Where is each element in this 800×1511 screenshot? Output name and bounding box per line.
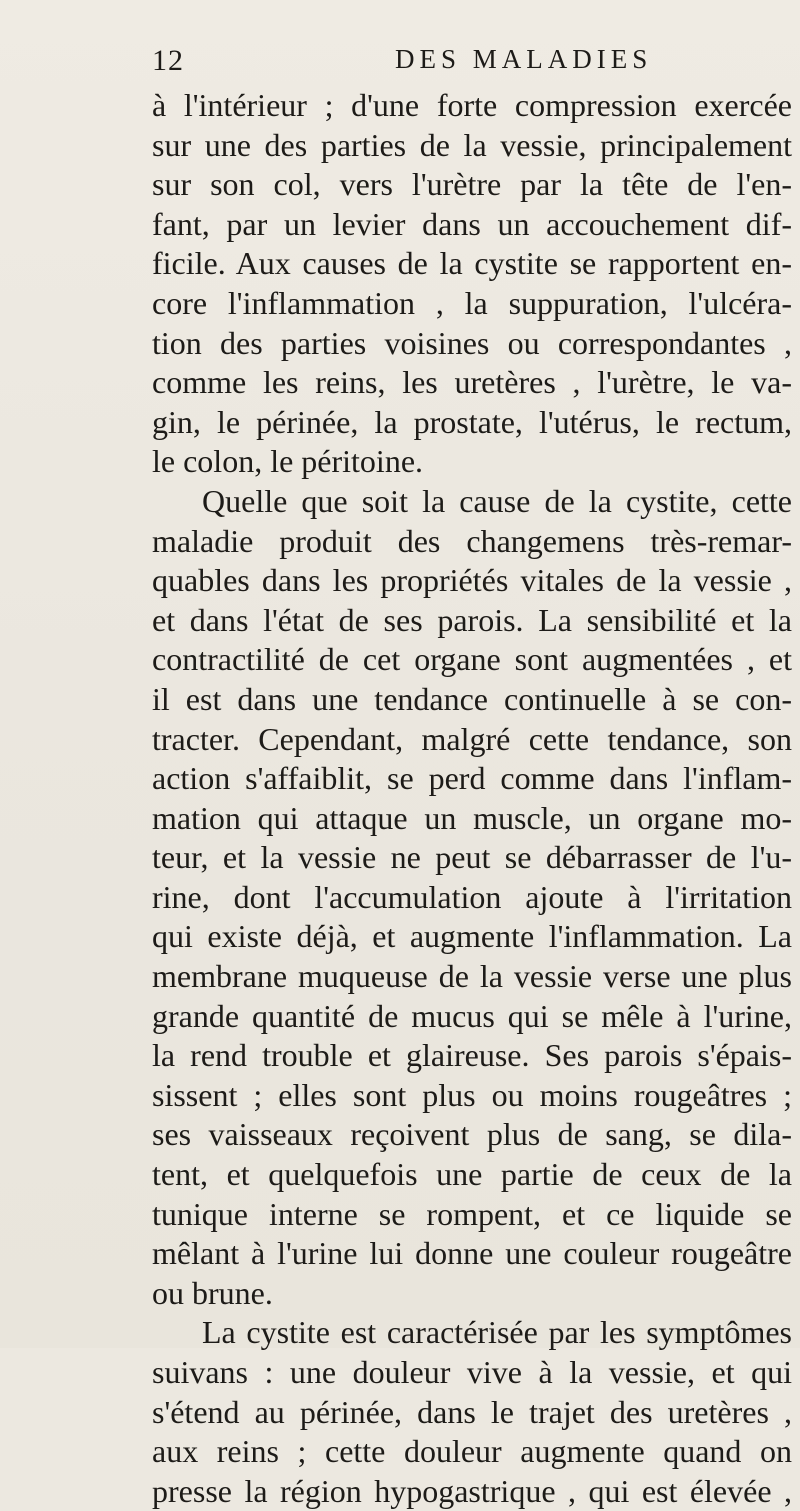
- text-line: ses vaisseaux reçoivent plus de sang, se dila-: [152, 1116, 792, 1153]
- text-line: mêlant à l'urine lui donne une couleur rougeâtre: [152, 1235, 792, 1272]
- text-line: contractilité de cet organe sont augmentées , et: [152, 641, 792, 678]
- text-line: comme les reins, les uretères , l'urètre, le va-: [152, 364, 792, 401]
- text-line: le colon, le péritoine.: [152, 443, 424, 480]
- text-line: aux reins ; cette douleur augmente quand on: [152, 1433, 792, 1470]
- paragraph-first-line: La cystite est caractérisée par les symptômes: [202, 1314, 792, 1351]
- text-line: tunique interne se rompent, et ce liquide se: [152, 1195, 792, 1232]
- text-line: ficile. Aux causes de la cystite se rapportent en-: [152, 245, 792, 282]
- text-line: gin, le périnée, la prostate, l'utérus, le rectum,: [152, 403, 792, 440]
- text-line: quables dans les propriétés vitales de la vessie ,: [152, 562, 792, 599]
- body-text: [152, 86, 792, 1511]
- text-line: sur une des parties de la vessie, principalement: [152, 126, 792, 163]
- text-line: la rend trouble et glaireuse. Ses parois s'épais-: [152, 1037, 792, 1074]
- text-line: à l'intérieur ; d'une forte compression exercée: [152, 87, 792, 123]
- text-line: ou brune.: [152, 1274, 273, 1311]
- text-line: mation qui attaque un muscle, un organe mo-: [152, 799, 792, 836]
- text-line: rine, dont l'accumulation ajoute à l'irritation: [152, 878, 792, 915]
- text-line: membrane muqueuse de la vessie verse une plus: [152, 958, 792, 995]
- running-title: DES MALADIES: [395, 44, 653, 74]
- text-line: s'étend au périnée, dans le trajet des uretères ,: [152, 1393, 792, 1430]
- text-line: grande quantité de mucus qui se mêle à l'urine,: [152, 997, 792, 1034]
- text-line: et dans l'état de ses parois. La sensibilité et la: [152, 601, 792, 638]
- text-line: tion des parties voisines ou correspondantes ,: [152, 324, 792, 361]
- text-line: tent, et quelquefois une partie de ceux de la: [152, 1156, 792, 1193]
- text-line: core l'inflammation , la suppuration, l'ulcéra-: [152, 284, 792, 321]
- text-line: il est dans une tendance continuelle à se con-: [152, 680, 792, 717]
- text-line: suivans : une douleur vive à la vessie, et qui: [152, 1354, 792, 1390]
- text-line: action s'affaiblit, se perd comme dans l'inflam-: [152, 760, 792, 797]
- text-line: tracter. Cependant, malgré cette tendance, son: [152, 720, 792, 757]
- text-line: sur son col, vers l'urètre par la tête de l'en-: [152, 166, 792, 203]
- text-line: fant, par un levier dans un accouchement dif-: [152, 205, 792, 242]
- text-line: sissent ; elles sont plus ou moins rougeâtres ;: [152, 1076, 792, 1113]
- text-line: qui existe déjà, et augmente l'inflammation. La: [152, 918, 792, 955]
- text-line: presse la région hypogastrique , qui est élevée ,: [152, 1472, 792, 1509]
- paragraph-first-line: Quelle que soit la cause de la cystite, cette: [202, 482, 792, 519]
- page-number: 12: [152, 44, 184, 77]
- text-line: teur, et la vessie ne peut se débarrasser de l'u-: [152, 839, 792, 876]
- text-line: maladie produit des changemens très-remar-: [152, 522, 792, 559]
